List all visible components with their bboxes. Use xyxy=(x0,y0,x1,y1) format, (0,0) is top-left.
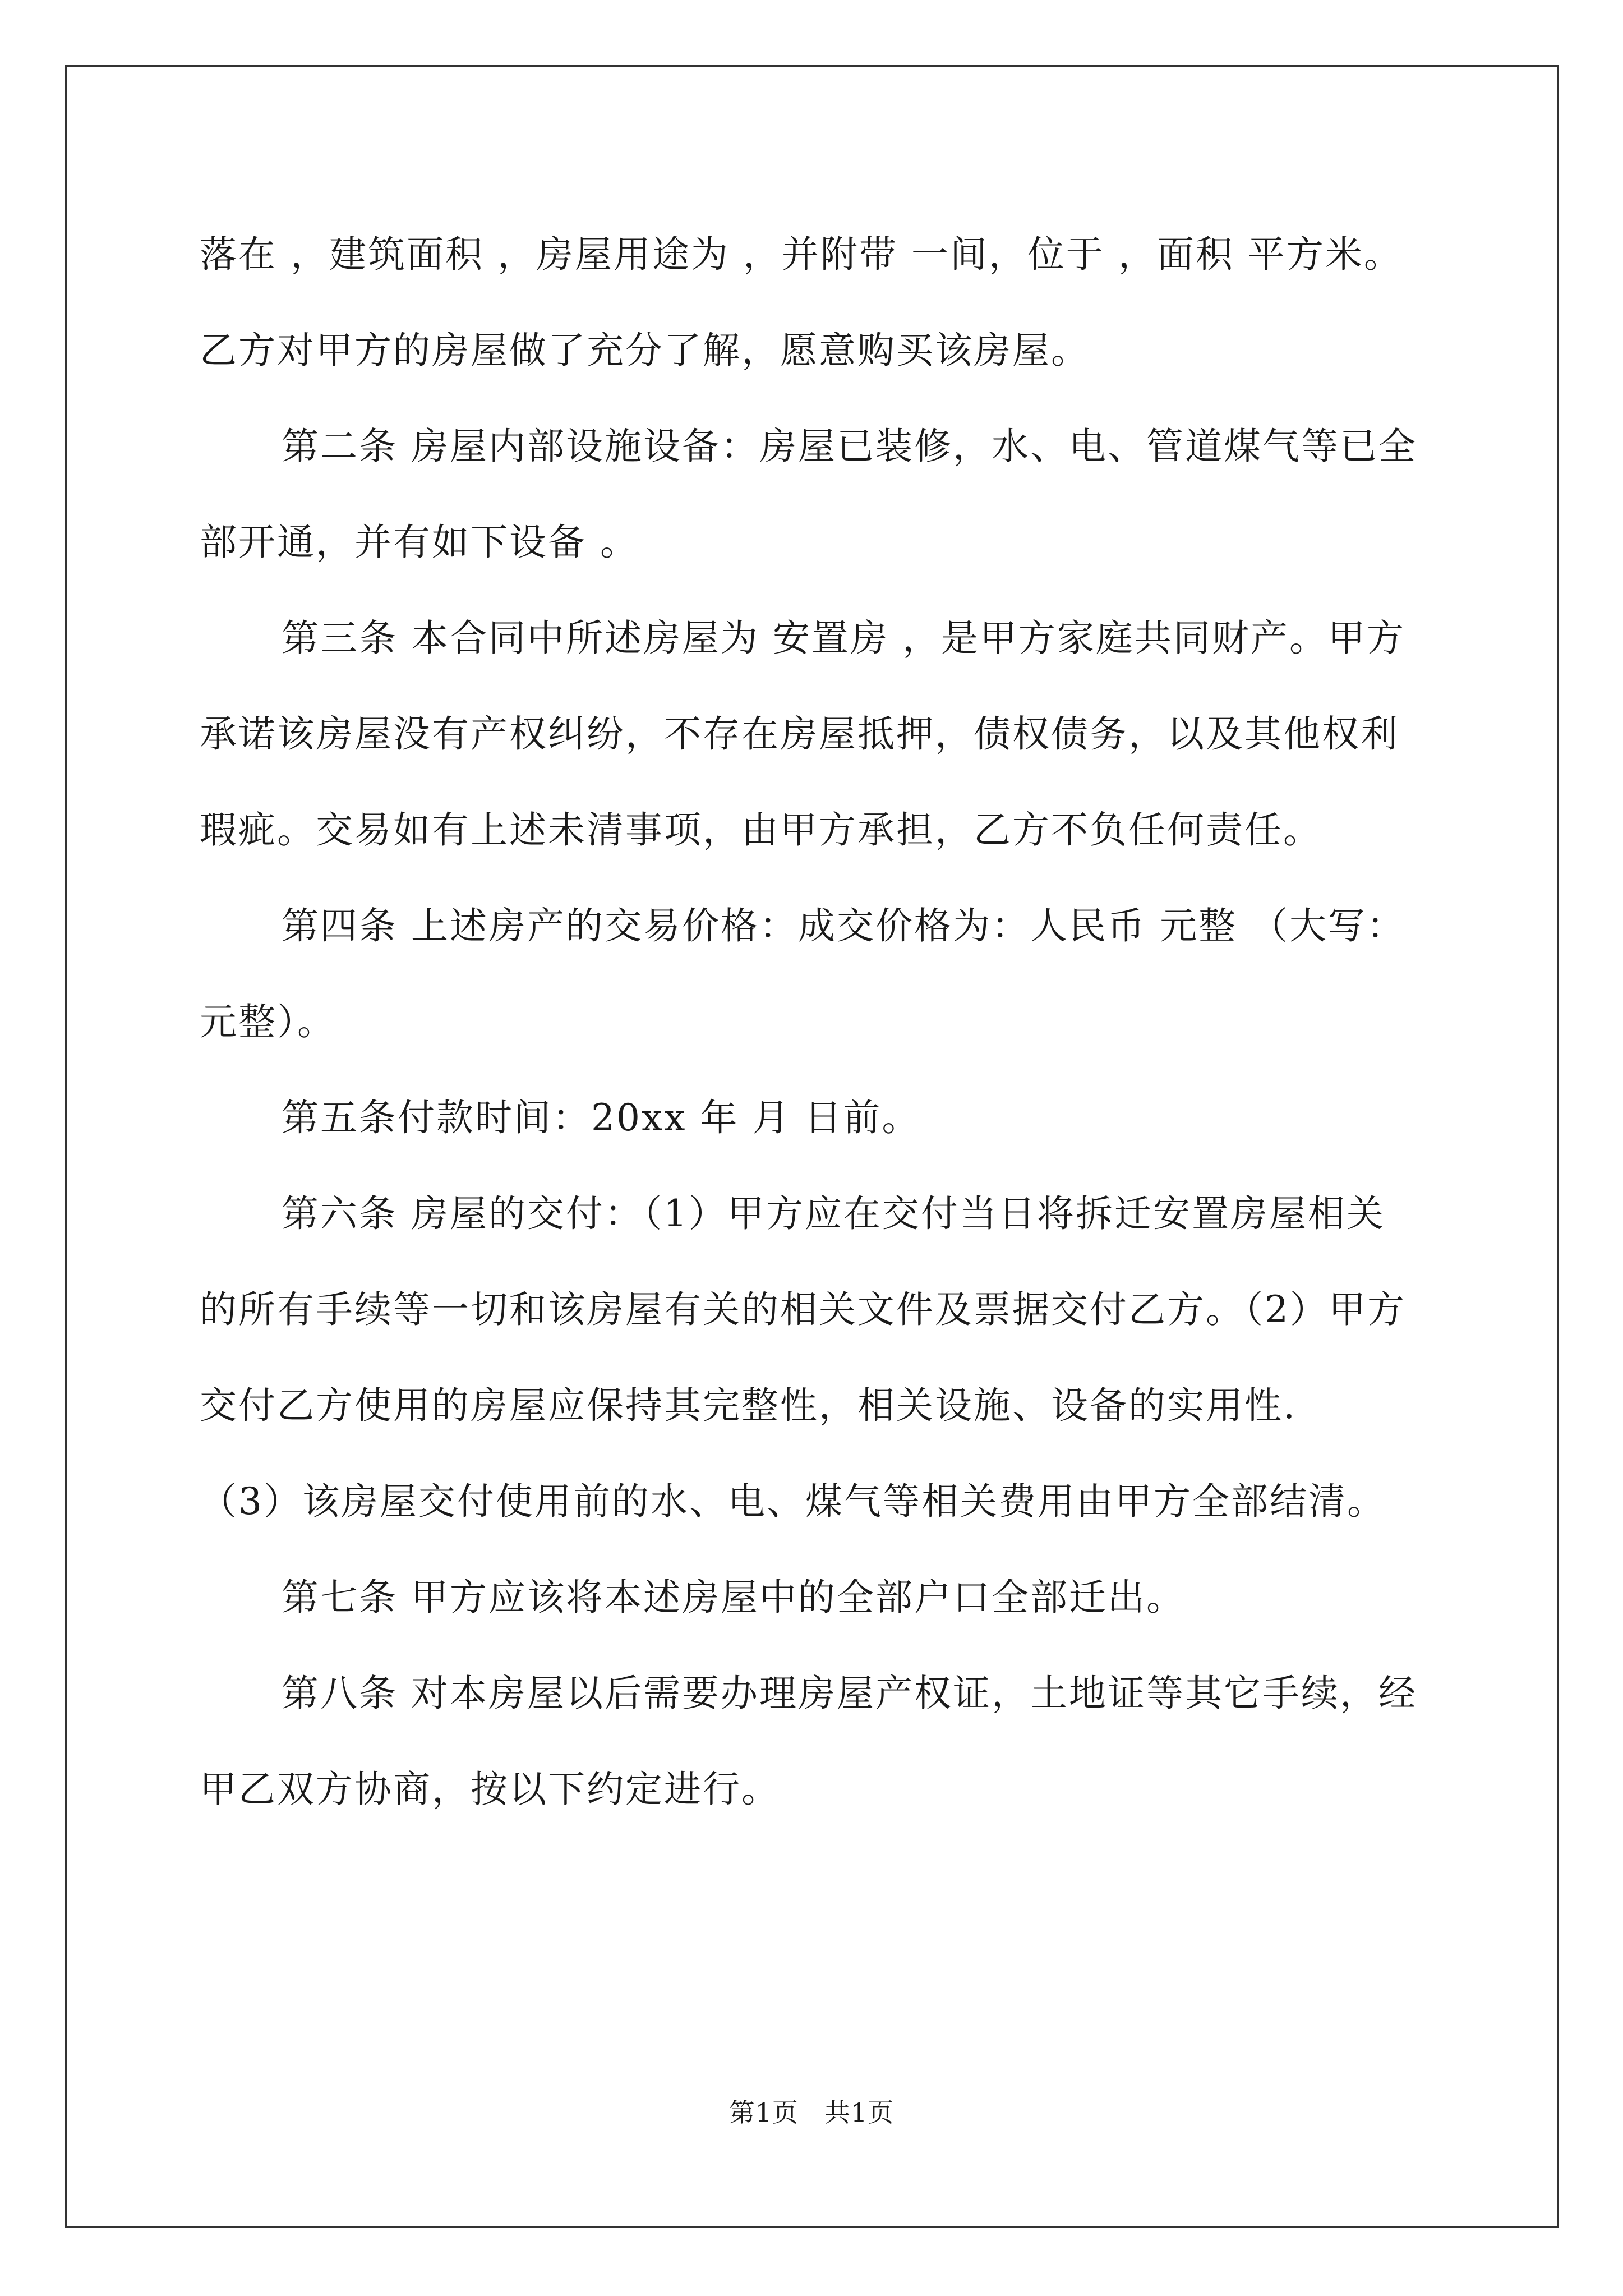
paragraph-property-location: 落在 ，建筑面积 ，房屋用途为 ，并附带 一间，位于 ，面积 平方米。乙方对甲方的房屋做了充分了解，愿意购买该房屋。 xyxy=(200,233,1403,372)
paragraph-article-6-item-3: （3）该房屋交付使用前的水、电、煤气等相关费用由甲方全部结清。 xyxy=(200,1480,1386,1523)
document-body xyxy=(200,206,1422,1837)
paragraph-article-2: 第二条 房屋内部设施设备：房屋已装修，水、电、管道煤气等已全部开通，并有如下设备 。 xyxy=(200,425,1417,564)
paragraph-article-5: 第五条付款时间：20xx 年 月 日前。 xyxy=(282,1096,921,1139)
paragraph-article-6: 第六条 房屋的交付：（1）甲方应在交付当日将拆迁安置房屋相关的所有手续等一切和该房屋有关的相关文件及票据交付乙方。（2）甲方交付乙方使用的房屋应保持其完整性，相关设施、设备的实用性. xyxy=(200,1192,1406,1427)
paragraph-article-7: 第七条 甲方应该将本述房屋中的全部户口全部迁出。 xyxy=(282,1576,1185,1619)
page-number: 第1页 xyxy=(728,2097,799,2128)
paragraph-article-3: 第三条 本合同中所述房屋为 安置房 ，是甲方家庭共同财产。甲方承诺该房屋没有产权纠纷，不存在房屋抵押，债权债务，以及其他权利瑕疵。交易如有上述未清事项，由甲方承担，乙方不负任何责任。 xyxy=(200,616,1405,852)
paragraph-article-4: 第四条 上述房产的交易价格：成交价格为：人民币 元整 （大写：元整）。 xyxy=(200,904,1405,1043)
page-footer xyxy=(0,2092,1623,2129)
paragraph-article-8: 第八条 对本房屋以后需要办理房屋产权证，土地证等其它手续，经甲乙双方协商，按以下约定进行。 xyxy=(200,1672,1417,1811)
page-total: 共1页 xyxy=(824,2097,895,2128)
